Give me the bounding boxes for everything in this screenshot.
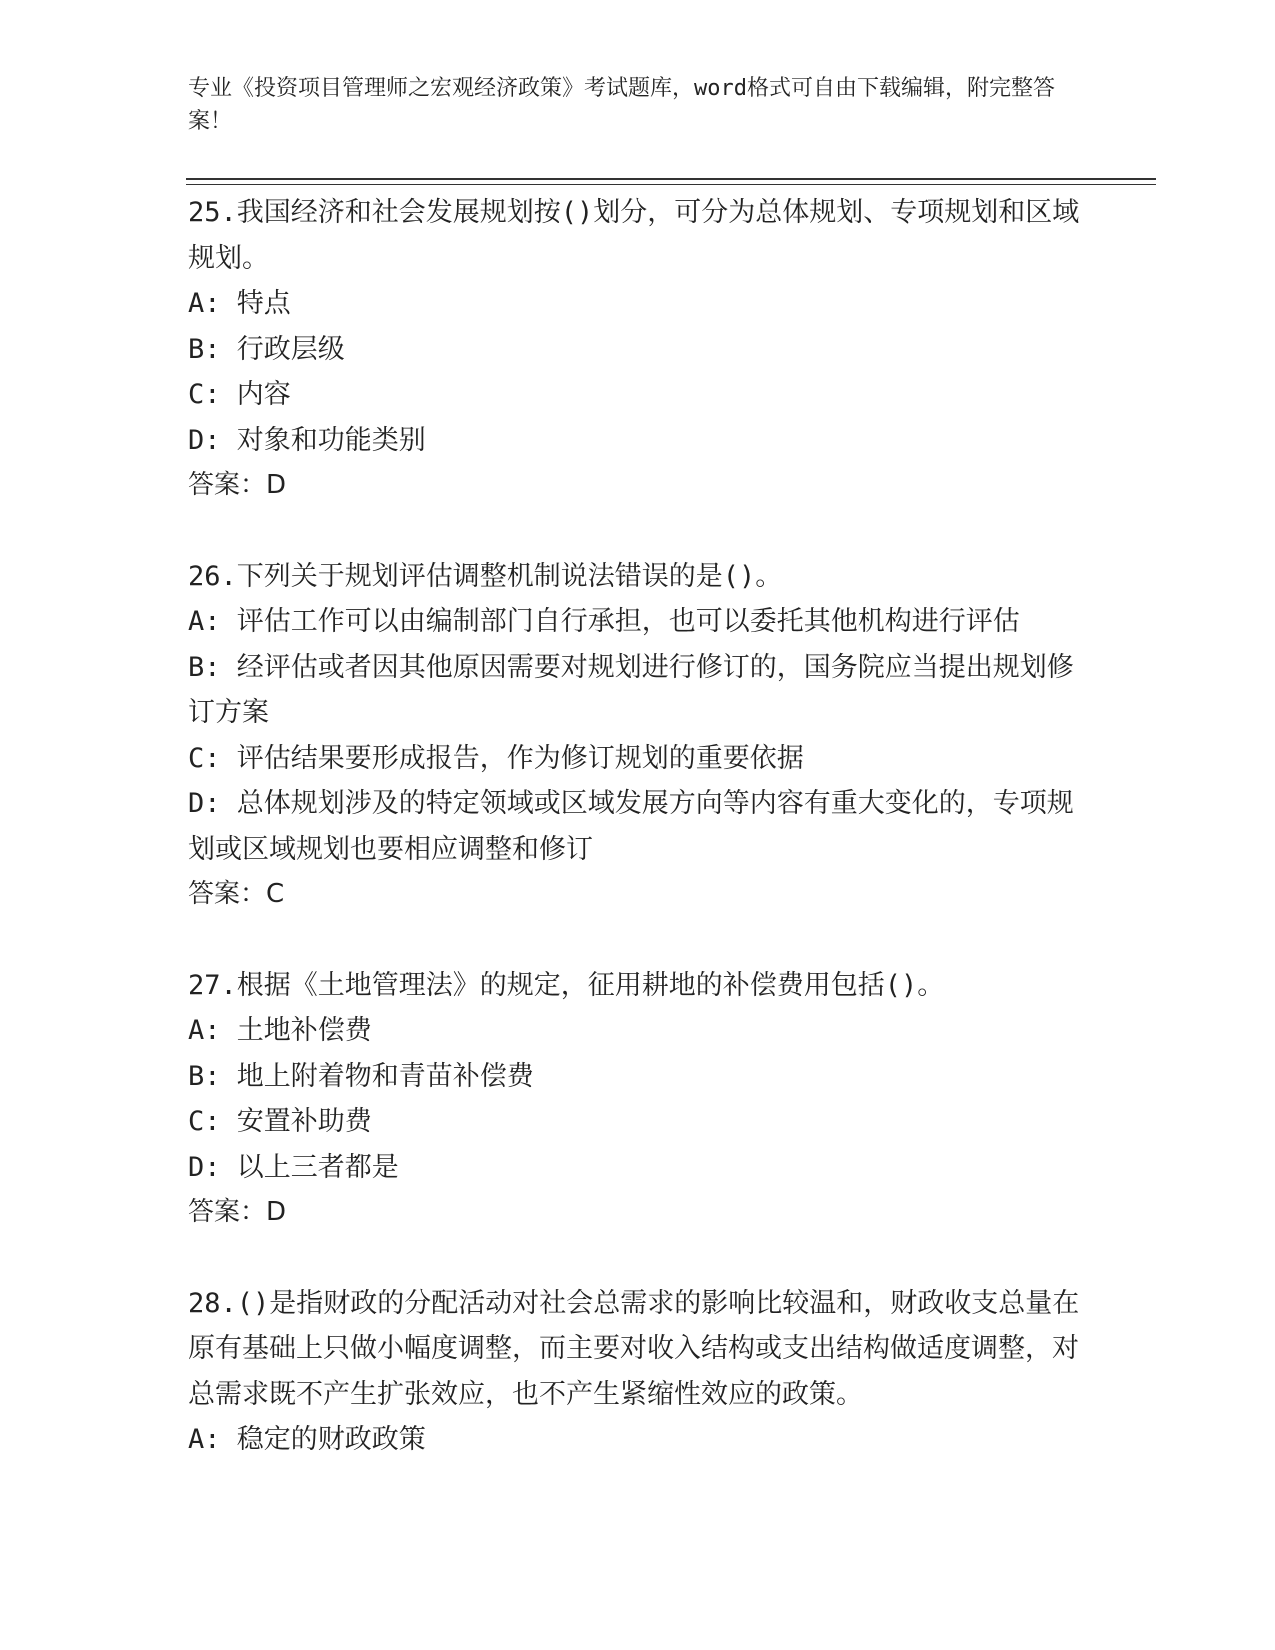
option-a: A: 特点 (188, 288, 291, 319)
answer-label: 答案：D (188, 1197, 287, 1227)
header-divider-thick (186, 178, 1156, 180)
question-stem: 26.下列关于规划评估调整机制说法错误的是()。 (188, 560, 783, 592)
option-b: B: 行政层级 (188, 333, 345, 365)
option-d: D: 以上三者都是 (188, 1151, 399, 1183)
document-header: 专业《投资项目管理师之宏观经济政策》考试题库，word格式可自由下载编辑，附完整答案！ (188, 76, 1055, 134)
option-c: C: 内容 (188, 379, 291, 410)
option-b: B: 经评估或者因其他原因需要对规划进行修订的，国务院应当提出规划修订方案 (188, 651, 1074, 728)
answer-label: 答案：C (188, 879, 285, 909)
header-divider-thin (186, 184, 1156, 185)
question-27 (188, 963, 1088, 1236)
option-c: C: 评估结果要形成报告，作为修订规划的重要依据 (188, 742, 804, 774)
option-c: C: 安置补助费 (188, 1106, 372, 1137)
option-d: D: 对象和功能类别 (188, 424, 426, 456)
question-25 (188, 190, 1088, 509)
question-stem: 25.我国经济和社会发展规划按()划分，可分为总体规划、专项规划和区域规划。 (188, 197, 1080, 274)
question-list (188, 190, 1088, 1508)
option-a: A: 稳定的财政政策 (188, 1424, 426, 1455)
option-b: B: 地上附着物和青苗补偿费 (188, 1060, 534, 1092)
question-26 (188, 554, 1088, 918)
option-a: A: 土地补偿费 (188, 1015, 372, 1046)
question-stem: 27.根据《土地管理法》的规定，征用耕地的补偿费用包括()。 (188, 969, 945, 1001)
answer-label: 答案：D (188, 470, 287, 500)
question-stem: 28.()是指财政的分配活动对社会总需求的影响比较温和，财政收支总量在原有基础上只做小幅度调整，而主要对收入结构或支出结构做适度调整，对总需求既不产生扩张效应，也不产生紧缩性效应的政策。 (188, 1287, 1080, 1410)
option-a: A: 评估工作可以由编制部门自行承担，也可以委托其他机构进行评估 (188, 606, 1020, 637)
question-28 (188, 1281, 1088, 1463)
option-d: D: 总体规划涉及的特定领域或区域发展方向等内容有重大变化的，专项规划或区域规划也要相应调整和修订 (188, 788, 1074, 865)
